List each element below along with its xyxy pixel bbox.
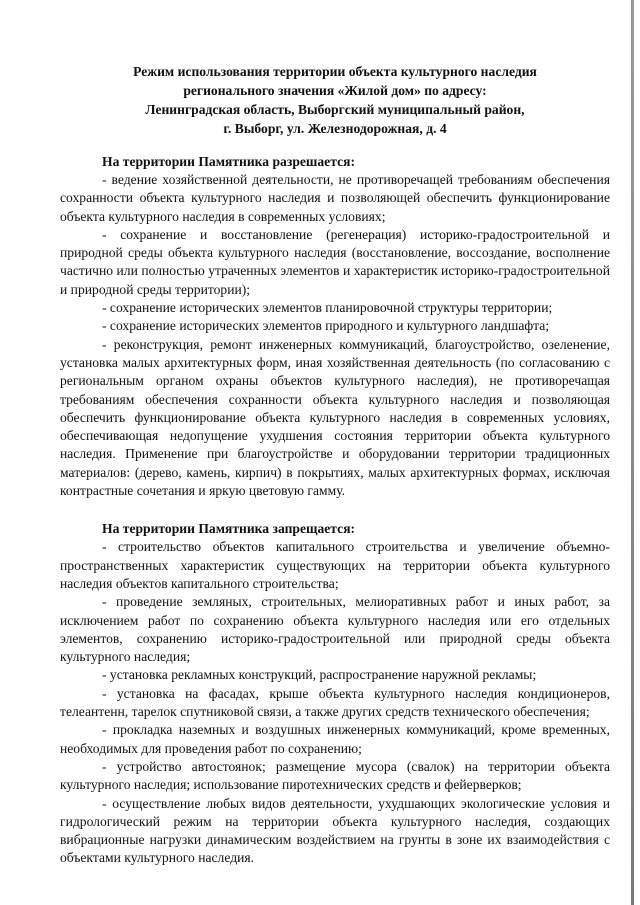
prohibited-item: - установка рекламных конструкций, распространение наружной рекламы; xyxy=(102,667,537,683)
section-spacer xyxy=(60,500,610,519)
title-line: г. Выборг, ул. Железнодорожная, д. 4 xyxy=(223,121,447,136)
title-line: регионального значения «Жилой дом» по адресу: xyxy=(183,83,487,98)
title-line: Ленинградская область, Выборгский муниципальный район, xyxy=(145,102,525,117)
permitted-heading: На территории Памятника разрешается: xyxy=(102,154,355,169)
prohibited-item: - проведение земляных, строительных, мелиоративных работ и иных работ, за исключением работ по сохранению объекта культурного наследия или его отдельных элементов, сохранению историко-градостроительной или природной среды объекта культурного наследия; xyxy=(60,594,610,665)
permitted-item: - сохранение исторических элементов планировочной структуры территории; xyxy=(102,300,553,316)
title-line: Режим использования территории объекта культурного наследия xyxy=(133,64,537,79)
permitted-item: - реконструкция, ремонт инженерных коммуникаций, благоустройство, озеленение, установка малых архитектурных форм, иная хозяйственная деятельность (по согласованию с региональным органом охраны объектов культурного наследия), не противоречащая требованиям обеспечения сохранности объекта культурного наследия и позволяющая обеспечить функционирование объекта культурного наследия в современных условиях, обеспечивающая недопущение ухудшения состояния территории объекта культурного наследия. Применение при благоустройстве и оборудовании территории традиционных материалов: (дерево, камень, кирпич) в покрытиях, малых архитектурных формах, исключая контрастные сочетания и яркую цветовую гамму. xyxy=(60,336,610,499)
prohibited-heading: На территории Памятника запрещается: xyxy=(102,521,356,537)
permitted-item: - ведение хозяйственной деятельности, не противоречащей требованиям обеспечения сохранности объекта культурного наследия и позволяющей обеспечить функционирование объекта культурного наследия в современных условиях; xyxy=(60,172,610,224)
permitted-section xyxy=(60,152,610,500)
prohibited-item: - строительство объектов капитального строительства и увеличение объемно-пространственных характеристик существующих на территории объекта культурного наследия объектов капитального строительства; xyxy=(60,539,610,591)
document-title xyxy=(60,62,610,138)
permitted-item: - сохранение и восстановление (регенерация) историко-градостроительной и природной среды объекта культурного наследия (восстановление, воссоздание, восполнение частично или полностью утраченных элементов и характеристик историко-градостроительной и природной среды территории); xyxy=(60,226,610,297)
prohibited-item: - прокладка наземных и воздушных инженерных коммуникаций, кроме временных, необходимых для проведения работ по сохранению; xyxy=(60,722,610,756)
prohibited-item: - устройство автостоянок; размещение мусора (свалок) на территории объекта культурного наследия; использование пиротехнических средств и фейерверков; xyxy=(60,758,610,793)
scan-edge-border xyxy=(631,0,634,905)
prohibited-item: - осуществление любых видов деятельности, ухудшающих экологические условия и гидрологический режим на территории объекта культурного наследия, создающих вибрационные нагрузки динамическим воздействием на грунты в зоне их взаимодействия с объектами культурного наследия. xyxy=(60,795,610,866)
document-page xyxy=(60,62,610,868)
prohibited-section xyxy=(60,519,610,867)
prohibited-item: - установка на фасадах, крыше объекта культурного наследия кондиционеров, телеантенн, тарелок спутниковой связи, а также других средств технического обеспечения; xyxy=(60,685,610,720)
permitted-item: - сохранение исторических элементов природного и культурного ландшафта; xyxy=(102,318,550,334)
